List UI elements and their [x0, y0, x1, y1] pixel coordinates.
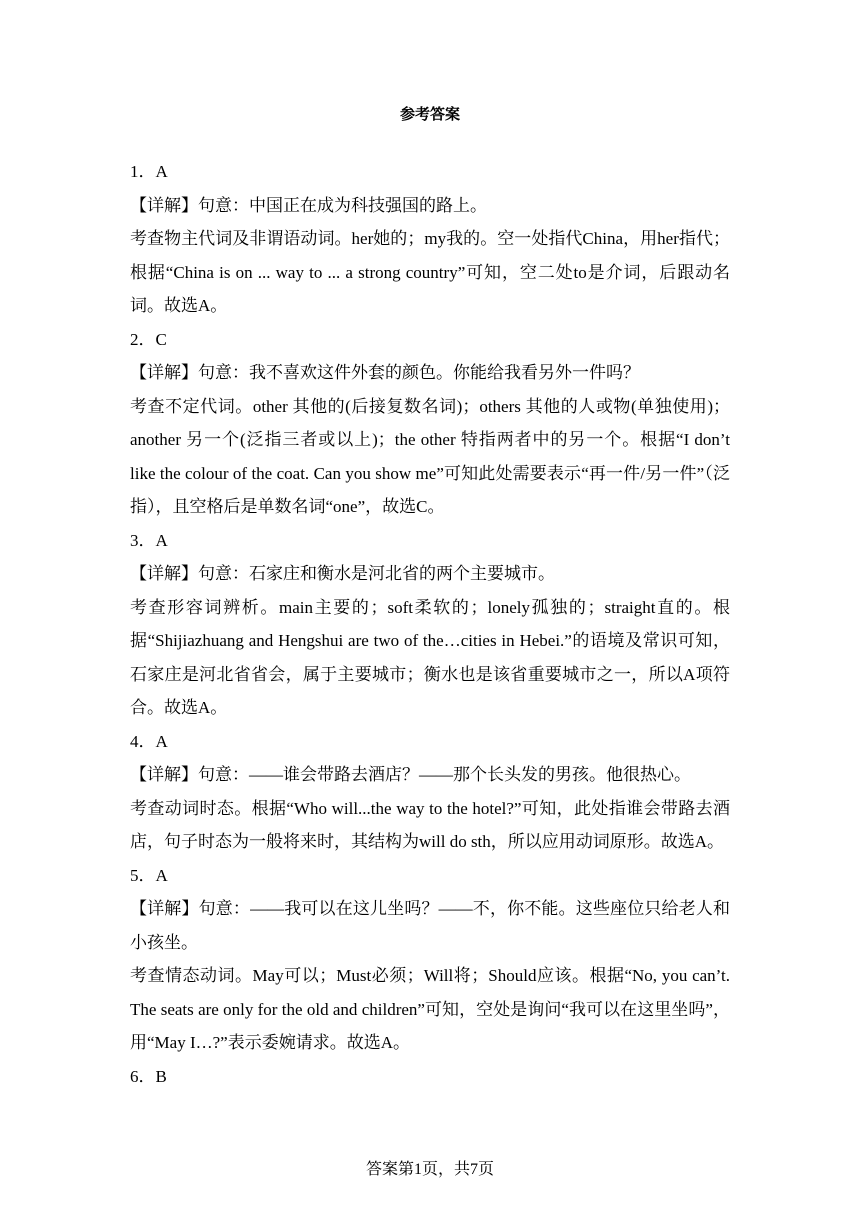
answer-detail: 【详解】句意：石家庄和衡水是河北省的两个主要城市。: [130, 564, 555, 583]
page-footer: 答案第1页，共7页: [365, 1161, 494, 1178]
answer-number: 1．A: [130, 162, 168, 181]
answer-analysis: 考查形容词辨析。main主要的；soft柔软的；lonely孤独的；straight直的。根据“Shijiazhuang and Hengshui are two of the…cities in Hebei.”的语境及常识可知，石家庄是河北省省会，属于主要城市；衡水也是该省重要城市之一，所以A项符合。故选A。: [130, 597, 730, 717]
answer-analysis: 考查不定代词。other 其他的(后接复数名词)；others 其他的人或物(单独使用)；another 另一个(泛指三者或以上)；the other 特指两者中的另一个。根据“I don’t like the colour of the coat. Can you show me”可知此处需要表示“再一件/另一件”（泛指），且空格后是单数名词“one”，故选C。: [130, 396, 730, 516]
answer-number: 4．A: [130, 731, 168, 751]
answer-number: 5．A: [130, 865, 168, 885]
page-title: 参考答案: [399, 107, 460, 123]
answer-analysis: 考查情态动词。May可以；Must必须；Will将；Should应该。根据“No, you can’t. The seats are only for the old and children”可知，空处是询问“我可以在这里坐吗”，用“May I…?”表示委婉请求。故选A。: [130, 966, 730, 1052]
answer-detail: 【详解】句意：中国正在成为科技强国的路上。: [130, 195, 487, 215]
answer-detail: 【详解】句意：我不喜欢这件外套的颜色。你能给我看另外一件吗？: [130, 363, 640, 382]
answer-number: 2．C: [130, 329, 167, 349]
answer-list: [130, 155, 730, 1093]
answer-analysis: 考查物主代词及非谓语动词。her她的；my我的。空一处指代China，用her指代；根据“China is on ... way to ... a strong country”可知，空二处to是介词，后跟动名词。故选A。: [130, 229, 730, 315]
answer-analysis: 考查动词时态。根据“Who will...the way to the hotel?”可知，此处指谁会带路去酒店，句子时态为一般将来时，其结构为will do sth，所以应用动词原形。故选A。: [130, 798, 730, 851]
answer-detail: 【详解】句意：——我可以在这儿坐吗？——不，你不能。这些座位只给老人和小孩坐。: [130, 899, 730, 952]
answer-number: 6．B: [130, 1066, 167, 1086]
answer-detail: 【详解】句意：——谁会带路去酒店？——那个长头发的男孩。他很热心。: [130, 765, 691, 784]
answer-number: 3．A: [130, 530, 168, 550]
